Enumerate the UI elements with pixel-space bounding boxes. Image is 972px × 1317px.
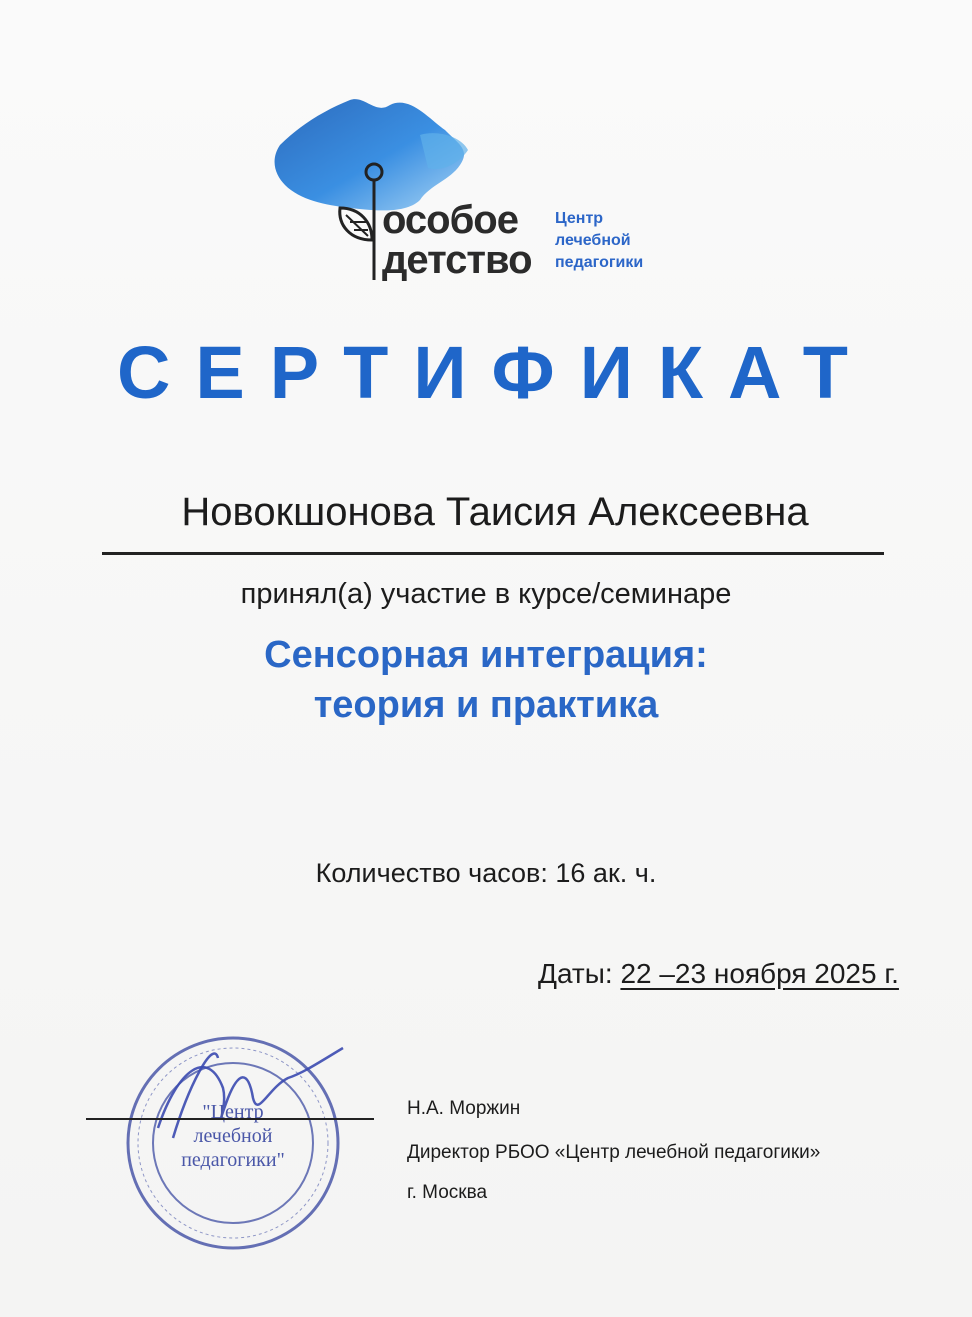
organization-stamp	[118, 1028, 348, 1258]
recipient-name: Новокшонова Таисия Алексеевна	[181, 490, 809, 534]
logo-sub-line: Центр	[555, 210, 604, 227]
stamp-text-line: "Центр	[202, 1101, 264, 1123]
course-title	[0, 630, 972, 730]
signer-position: Директор РБОО «Центр лечебной педагогики»	[407, 1142, 821, 1163]
course-title-line: теория и практика	[313, 684, 659, 726]
course-title-line: Сенсорная интеграция:	[264, 634, 708, 676]
dates-label: Даты:	[538, 958, 613, 989]
logo-sub-line: лечебной	[555, 232, 631, 249]
participation-text: принял(а) участие в курсе/семинаре	[240, 578, 732, 610]
name-underline	[102, 552, 884, 555]
organization-logo	[270, 90, 690, 290]
dates	[538, 958, 899, 990]
logo-word-detstvo: детство	[382, 238, 532, 282]
stamp-text-line: педагогики"	[181, 1149, 285, 1171]
logo-subtitle	[555, 208, 643, 274]
certificate-title: СЕРТИФИКАТ	[116, 331, 874, 414]
signature-line	[86, 1118, 374, 1120]
hours-text: Количество часов: 16 ак. ч.	[315, 858, 657, 888]
signer-city: г. Москва	[407, 1182, 488, 1203]
logo-sub-line: педагогики	[555, 254, 644, 271]
stamp-text-line: лечебной	[193, 1125, 273, 1147]
logo-word-osoboe: особое	[382, 198, 518, 242]
dates-value: 22 –23 ноября 2025 г.	[620, 958, 899, 989]
signer-name: Н.А. Моржин	[407, 1098, 521, 1119]
